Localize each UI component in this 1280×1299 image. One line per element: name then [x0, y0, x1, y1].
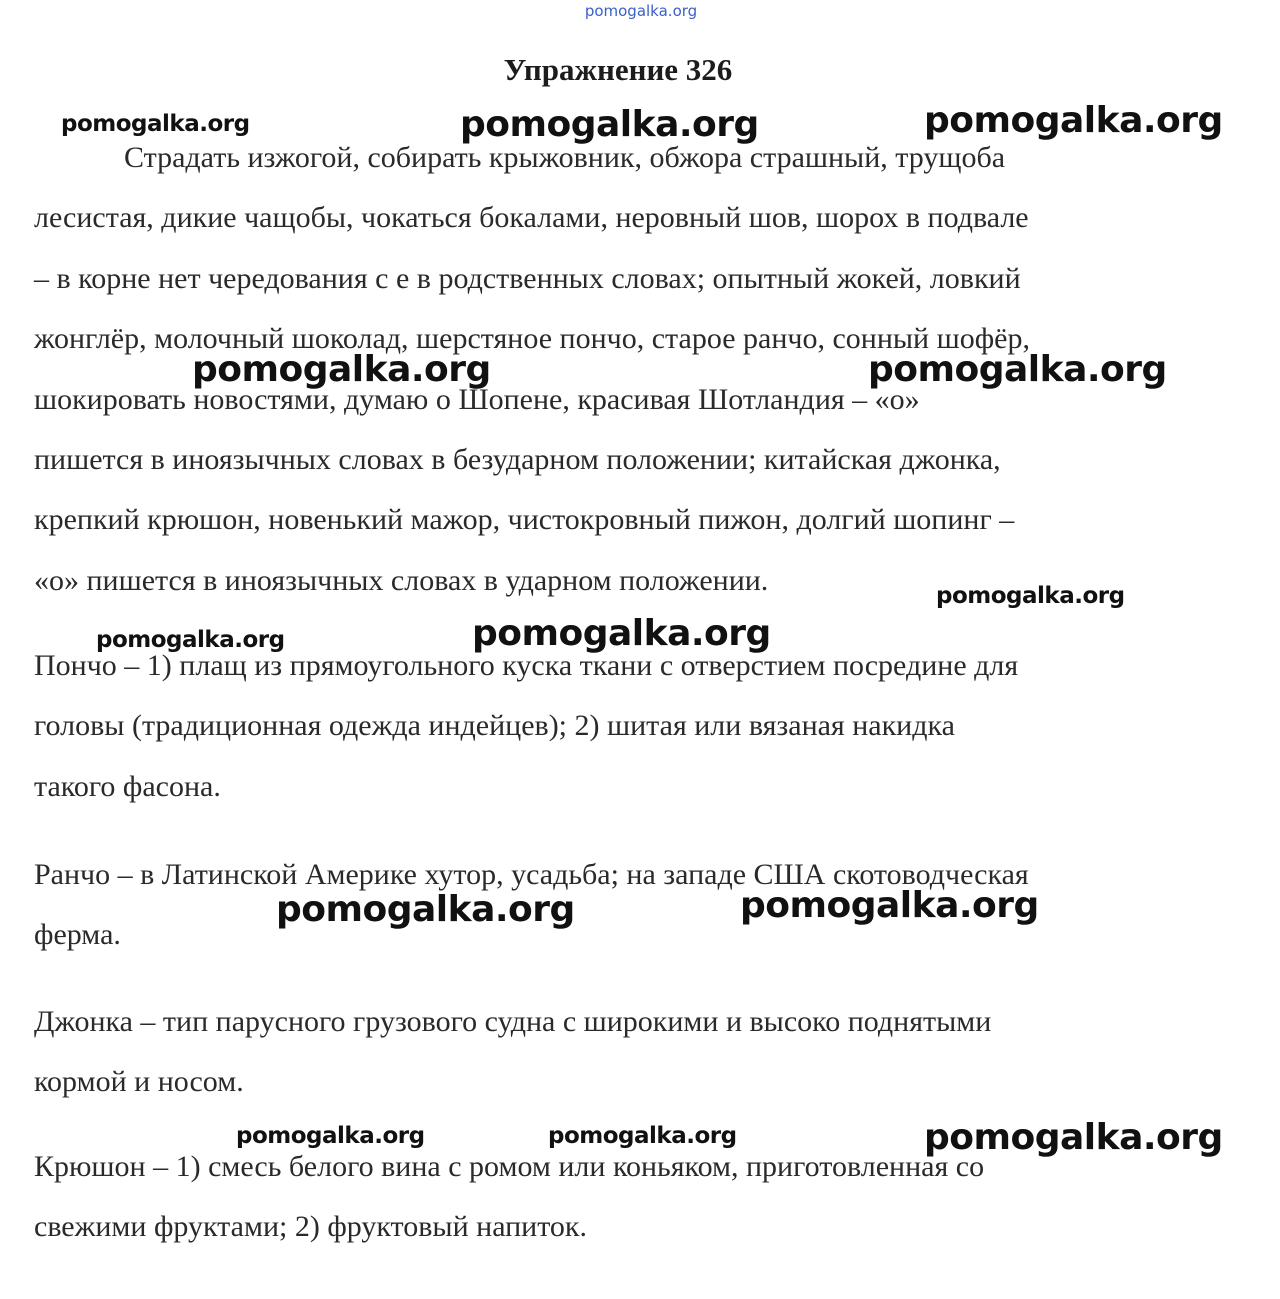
definition-line: ферма. [34, 918, 121, 952]
watermark: pomogalka.org [460, 104, 759, 145]
watermark: pomogalka.org [472, 613, 771, 654]
watermark: pomogalka.org [936, 583, 1125, 609]
paragraph-line: пишется в иноязычных словах в безударном положении; китайская джонка, [34, 443, 1001, 477]
definition-line: Крюшон – 1) смесь белого вина с ромом или коньяком, приготовленная со [34, 1150, 985, 1183]
watermark: pomogalka.org [276, 889, 575, 930]
definition-line: Ранчо – в Латинской Америке хутор, усадьба; на западе США скотоводческая [34, 858, 1029, 891]
definition-dzhonka [34, 992, 1214, 1113]
definition-line: Джонка – тип парусного грузового судна с широкими и высоко поднятыми [34, 1005, 992, 1038]
paragraph-line: – в корне нет чередования с е в родственных словах; опытный жокей, ловкий [34, 261, 1021, 295]
definition-line: Пончо – 1) плащ из прямоугольного куска ткани с отверстием посредине для [34, 649, 1019, 682]
page-title: Упражнение 326 [503, 52, 733, 87]
watermark: pomogalka.org [192, 349, 491, 390]
watermark: pomogalka.org [96, 627, 285, 653]
paragraph-line: «о» пишется в иноязычных словах в ударном положении. [34, 563, 769, 597]
definition-line: кормой и носом. [34, 1065, 244, 1099]
definition-line: головы (традиционная одежда индейцев); 2) шитая или вязаная накидка [34, 709, 955, 743]
paragraph-line: Страдать изжогой, собирать крыжовник, обжора страшный, трущоба [124, 141, 1006, 174]
watermark: pomogalka.org [924, 1117, 1223, 1158]
watermark: pomogalka.org [868, 349, 1167, 390]
paragraph-line: лесистая, дикие чащобы, чокаться бокалами, неровный шов, шорох в подвале [34, 201, 1029, 235]
paragraph-line: жонглёр, молочный шоколад, шерстяное пончо, старое ранчо, сонный шофёр, [34, 322, 1030, 356]
definition-line: свежими фруктами; 2) фруктовый напиток. [34, 1210, 588, 1244]
watermark: pomogalka.org [236, 1123, 425, 1149]
definition-poncho [34, 636, 1214, 817]
watermark: pomogalka.org [61, 111, 250, 137]
paragraph-line: шокировать новостями, думаю о Шопене, красивая Шотландия – «о» [34, 382, 920, 416]
definition-line: такого фасона. [34, 769, 221, 803]
watermark: pomogalka.org [924, 100, 1223, 141]
watermark: pomogalka.org [740, 885, 1039, 926]
paragraph-line: крепкий крюшон, новенький мажор, чистокровный пижон, долгий шопинг – [34, 503, 1015, 537]
site-url-header[interactable]: pomogalka.org [584, 2, 698, 20]
watermark: pomogalka.org [548, 1123, 737, 1149]
